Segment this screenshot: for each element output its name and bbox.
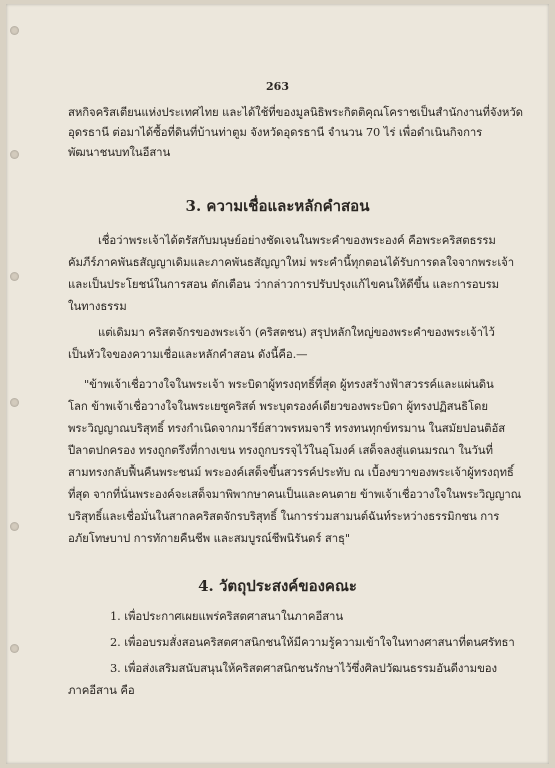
creed-line: พระวิญญาณบริสุทธิ์ ทรงกำเนิดจากมารีย์สาวพรหมจารี ทรงทนทุกข์ทรมาน ในสมัยปอนติอัส bbox=[68, 421, 506, 435]
creed-line: ปีลาตปกครอง ทรงถูกตรึงที่กางเขน ทรงถูกบรรจุไว้ในอุโมงค์ เสด็จลงสู่แดนมรณา ในวันที่ bbox=[68, 443, 493, 457]
document-page bbox=[6, 4, 549, 764]
section-3-heading: 3. ความเชื่อและหลักคำสอน bbox=[185, 197, 370, 215]
page-number: 263 bbox=[266, 80, 289, 93]
creed-line: บริสุทธิ์และเชื่อมั่นในสากลคริสตจักรบริสุทธิ์ ในการร่วมสามนต์ฉันท์ระหว่างธรรมิกชน การ bbox=[68, 509, 500, 523]
binder-hole bbox=[10, 150, 19, 159]
creed-line: ที่สุด จากที่นั่นพระองค์จะเสด็จมาพิพากษาคนเป็นและคนตาย ข้าพเจ้าเชื่อวางใจในพระวิญญาณ bbox=[68, 487, 522, 501]
creed-line: "ข้าพเจ้าเชื่อวางใจในพระเจ้า พระบิดาผู้ทรงฤทธิ์ที่สุด ผู้ทรงสร้างฟ้าสวรรค์และแผ่นดิน bbox=[84, 377, 494, 391]
paragraph-line: เป็นหัวใจของความเชื่อและหลักคำสอน ดังนี้คือ.— bbox=[68, 347, 308, 361]
binder-hole bbox=[10, 398, 19, 407]
paragraph-line: ในทางธรรม bbox=[68, 299, 127, 313]
intro-line: พัฒนาชนบทในอีสาน bbox=[68, 145, 171, 159]
intro-line: สหกิจคริสเตียนแห่งประเทศไทย และได้ใช้ที่ของมูลนิธิพระกิตติคุณโคราชเป็นสำนักงานที่จังหวัด bbox=[68, 105, 523, 119]
objective-item-continuation: ภาคอีสาน คือ bbox=[68, 683, 135, 697]
paragraph-line: เชื่อว่าพระเจ้าได้ตรัสกับมนุษย์อย่างชัดเจนในพระคำของพระองค์ คือพระคริสตธรรม bbox=[98, 233, 496, 247]
objective-item: 1. เพื่อประกาศเผยแพร่คริสตศาสนาในภาคอีสาน bbox=[110, 609, 344, 623]
paragraph-line: แต่เดิมมา คริสตจักรของพระเจ้า (คริสตชน) สรุปหลักใหญ่ของพระคำของพระเจ้าไว้ bbox=[98, 325, 495, 339]
intro-line: อุดรธานี ต่อมาได้ซื้อที่ดินที่บ้านท่าตูม จังหวัดอุดรธานี จำนวน 70 ไร่ เพื่อดำเนินกิจการ bbox=[68, 125, 483, 139]
binder-hole bbox=[10, 644, 19, 653]
binder-hole bbox=[10, 272, 19, 281]
creed-line: สามทรงกลับฟื้นคืนพระชนม์ พระองค์เสด็จขึ้นสวรรค์ประทับ ณ เบื้องขวาของพระเจ้าผู้ทรงฤทธิ์ bbox=[68, 465, 514, 479]
objective-item: 2. เพื่ออบรมสั่งสอนคริสตศาสนิกชนให้มีความรู้ความเข้าใจในทางศาสนาที่ตนศรัทธา bbox=[110, 635, 515, 649]
creed-line: โลก ข้าพเจ้าเชื่อวางใจในพระเยซูคริสต์ พระบุตรองค์เดียวของพระบิดา ผู้ทรงปฏิสนธิโดย bbox=[68, 399, 488, 413]
objective-item: 3. เพื่อส่งเสริมสนับสนุนให้คริสตศาสนิกชนรักษาไว้ซึ่งศิลปวัฒนธรรมอันดีงามของ bbox=[110, 661, 497, 675]
paragraph-line: คัมภีร์ภาคพันธสัญญาเดิมและภาคพันธสัญญาใหม่ พระคำนี้ทุกตอนได้รับการดลใจจากพระเจ้า bbox=[68, 255, 515, 269]
section-4-heading: 4. วัตถุประสงค์ของคณะ bbox=[198, 577, 357, 595]
paragraph-line: และเป็นประโยชน์ในการสอน ตักเตือน ว่ากล่าวการปรับปรุงแก้ไขคนให้ดีขึ้น และการอบรม bbox=[68, 277, 500, 291]
binder-hole bbox=[10, 522, 19, 531]
creed-line: อภัยโทษบาป การทักายคืนชีพ และสมบูรณ์ชีพนิรันดร์ สาธุ" bbox=[68, 531, 351, 545]
binder-hole bbox=[10, 26, 19, 35]
